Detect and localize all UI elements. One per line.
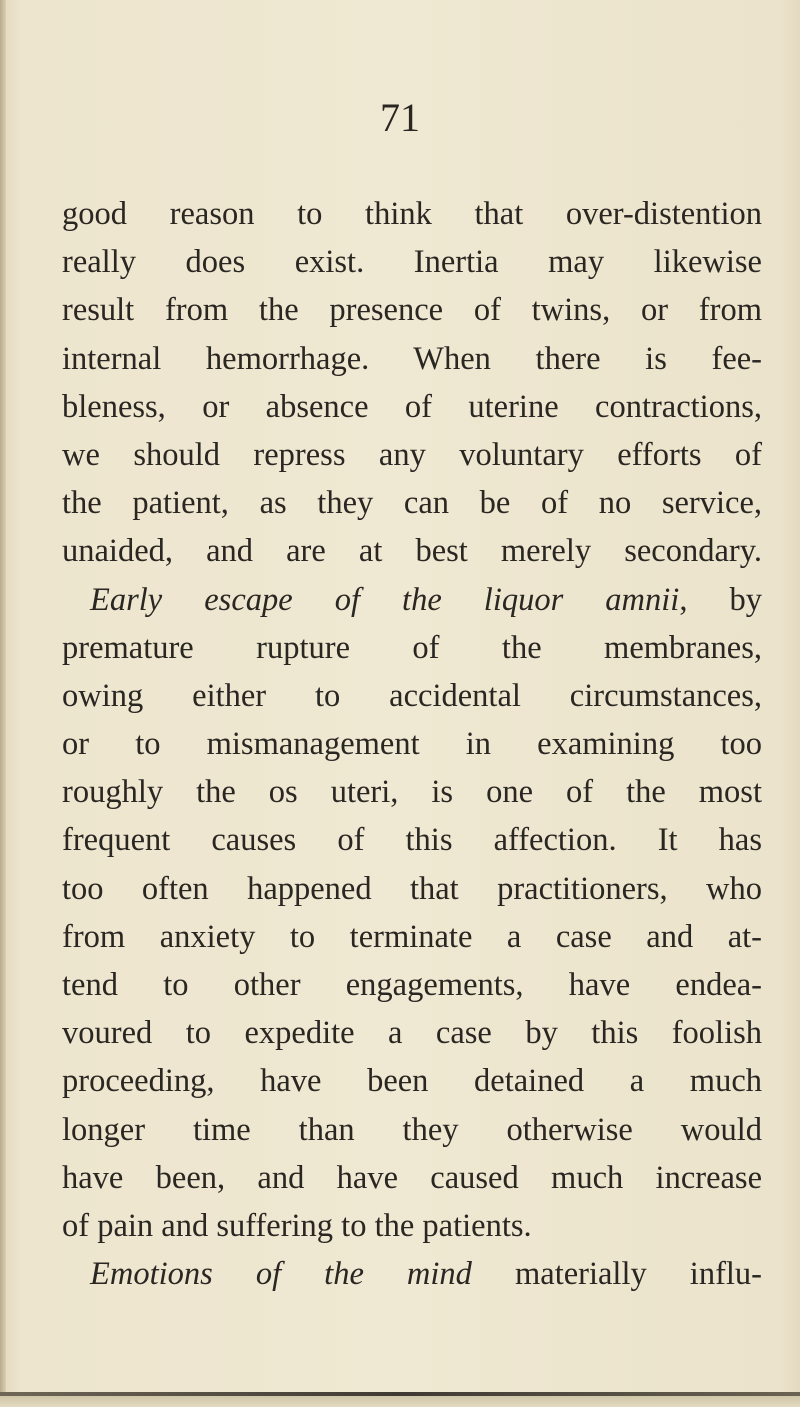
text-segment: , by [679, 581, 762, 618]
text-segment: too often happened that practitioners, who [62, 870, 762, 907]
text-line [62, 190, 762, 238]
text-line [62, 1106, 762, 1154]
text-segment: voured to expedite a case by this foolish [62, 1015, 762, 1052]
text-segment: unaided, and are at best merely secondary. [62, 533, 762, 570]
text-segment: from anxiety to terminate a case and at- [62, 918, 762, 955]
page-number: 71 [380, 95, 420, 140]
text-segment: good reason to think that over-distention [62, 196, 762, 232]
italic-phrase: Early escape of the liquor amnii [90, 581, 680, 618]
text-line [62, 865, 762, 913]
text-segment: proceeding, have been detained a much [62, 1063, 762, 1100]
text-line [62, 286, 762, 334]
italic-phrase: Emotions of the mind [90, 1256, 472, 1293]
text-line [62, 527, 762, 575]
text-segment: of pain and suffering to the patients. [62, 1207, 532, 1244]
text-line [62, 768, 762, 816]
text-line [62, 431, 762, 479]
page-bottom-shadow [0, 1396, 800, 1407]
text-line [62, 576, 762, 624]
text-line [62, 1057, 762, 1105]
text-line [62, 238, 762, 286]
text-segment: result from the presence of twins, or from [62, 292, 762, 329]
text-segment: bleness, or absence of uterine contractions, [62, 388, 762, 425]
text-segment: premature rupture of the membranes, [62, 629, 762, 666]
text-line [62, 913, 762, 961]
text-line [62, 479, 762, 527]
text-line [62, 1250, 762, 1298]
text-line [62, 720, 762, 768]
text-segment: internal hemorrhage. When there is fee- [62, 340, 762, 377]
text-line [62, 624, 762, 672]
text-segment: the patient, as they can be of no service, [62, 485, 762, 522]
text-line [62, 961, 762, 1009]
body-text [62, 190, 762, 1298]
text-segment: frequent causes of this affection. It has [62, 822, 762, 859]
text-segment: tend to other engagements, have endea- [62, 967, 762, 1003]
text-line [62, 672, 762, 720]
page-left-edge [0, 0, 6, 1407]
text-segment: longer time than they otherwise would [62, 1111, 762, 1148]
text-segment: materially influ- [471, 1256, 763, 1293]
text-segment: roughly the os uteri, is one of the most [62, 774, 762, 811]
text-line [62, 1202, 762, 1250]
text-segment: owing either to accidental circumstances, [62, 677, 762, 714]
text-segment: really does exist. Inertia may likewise [62, 244, 762, 281]
text-line [62, 1154, 762, 1202]
text-line [62, 335, 762, 383]
text-line [62, 1009, 762, 1057]
text-segment: or to mismanagement in examining too [62, 726, 762, 763]
text-line [62, 816, 762, 864]
text-segment: we should repress any voluntary efforts of [62, 436, 762, 473]
text-segment: have been, and have caused much increase [62, 1159, 762, 1196]
text-line [62, 383, 762, 431]
